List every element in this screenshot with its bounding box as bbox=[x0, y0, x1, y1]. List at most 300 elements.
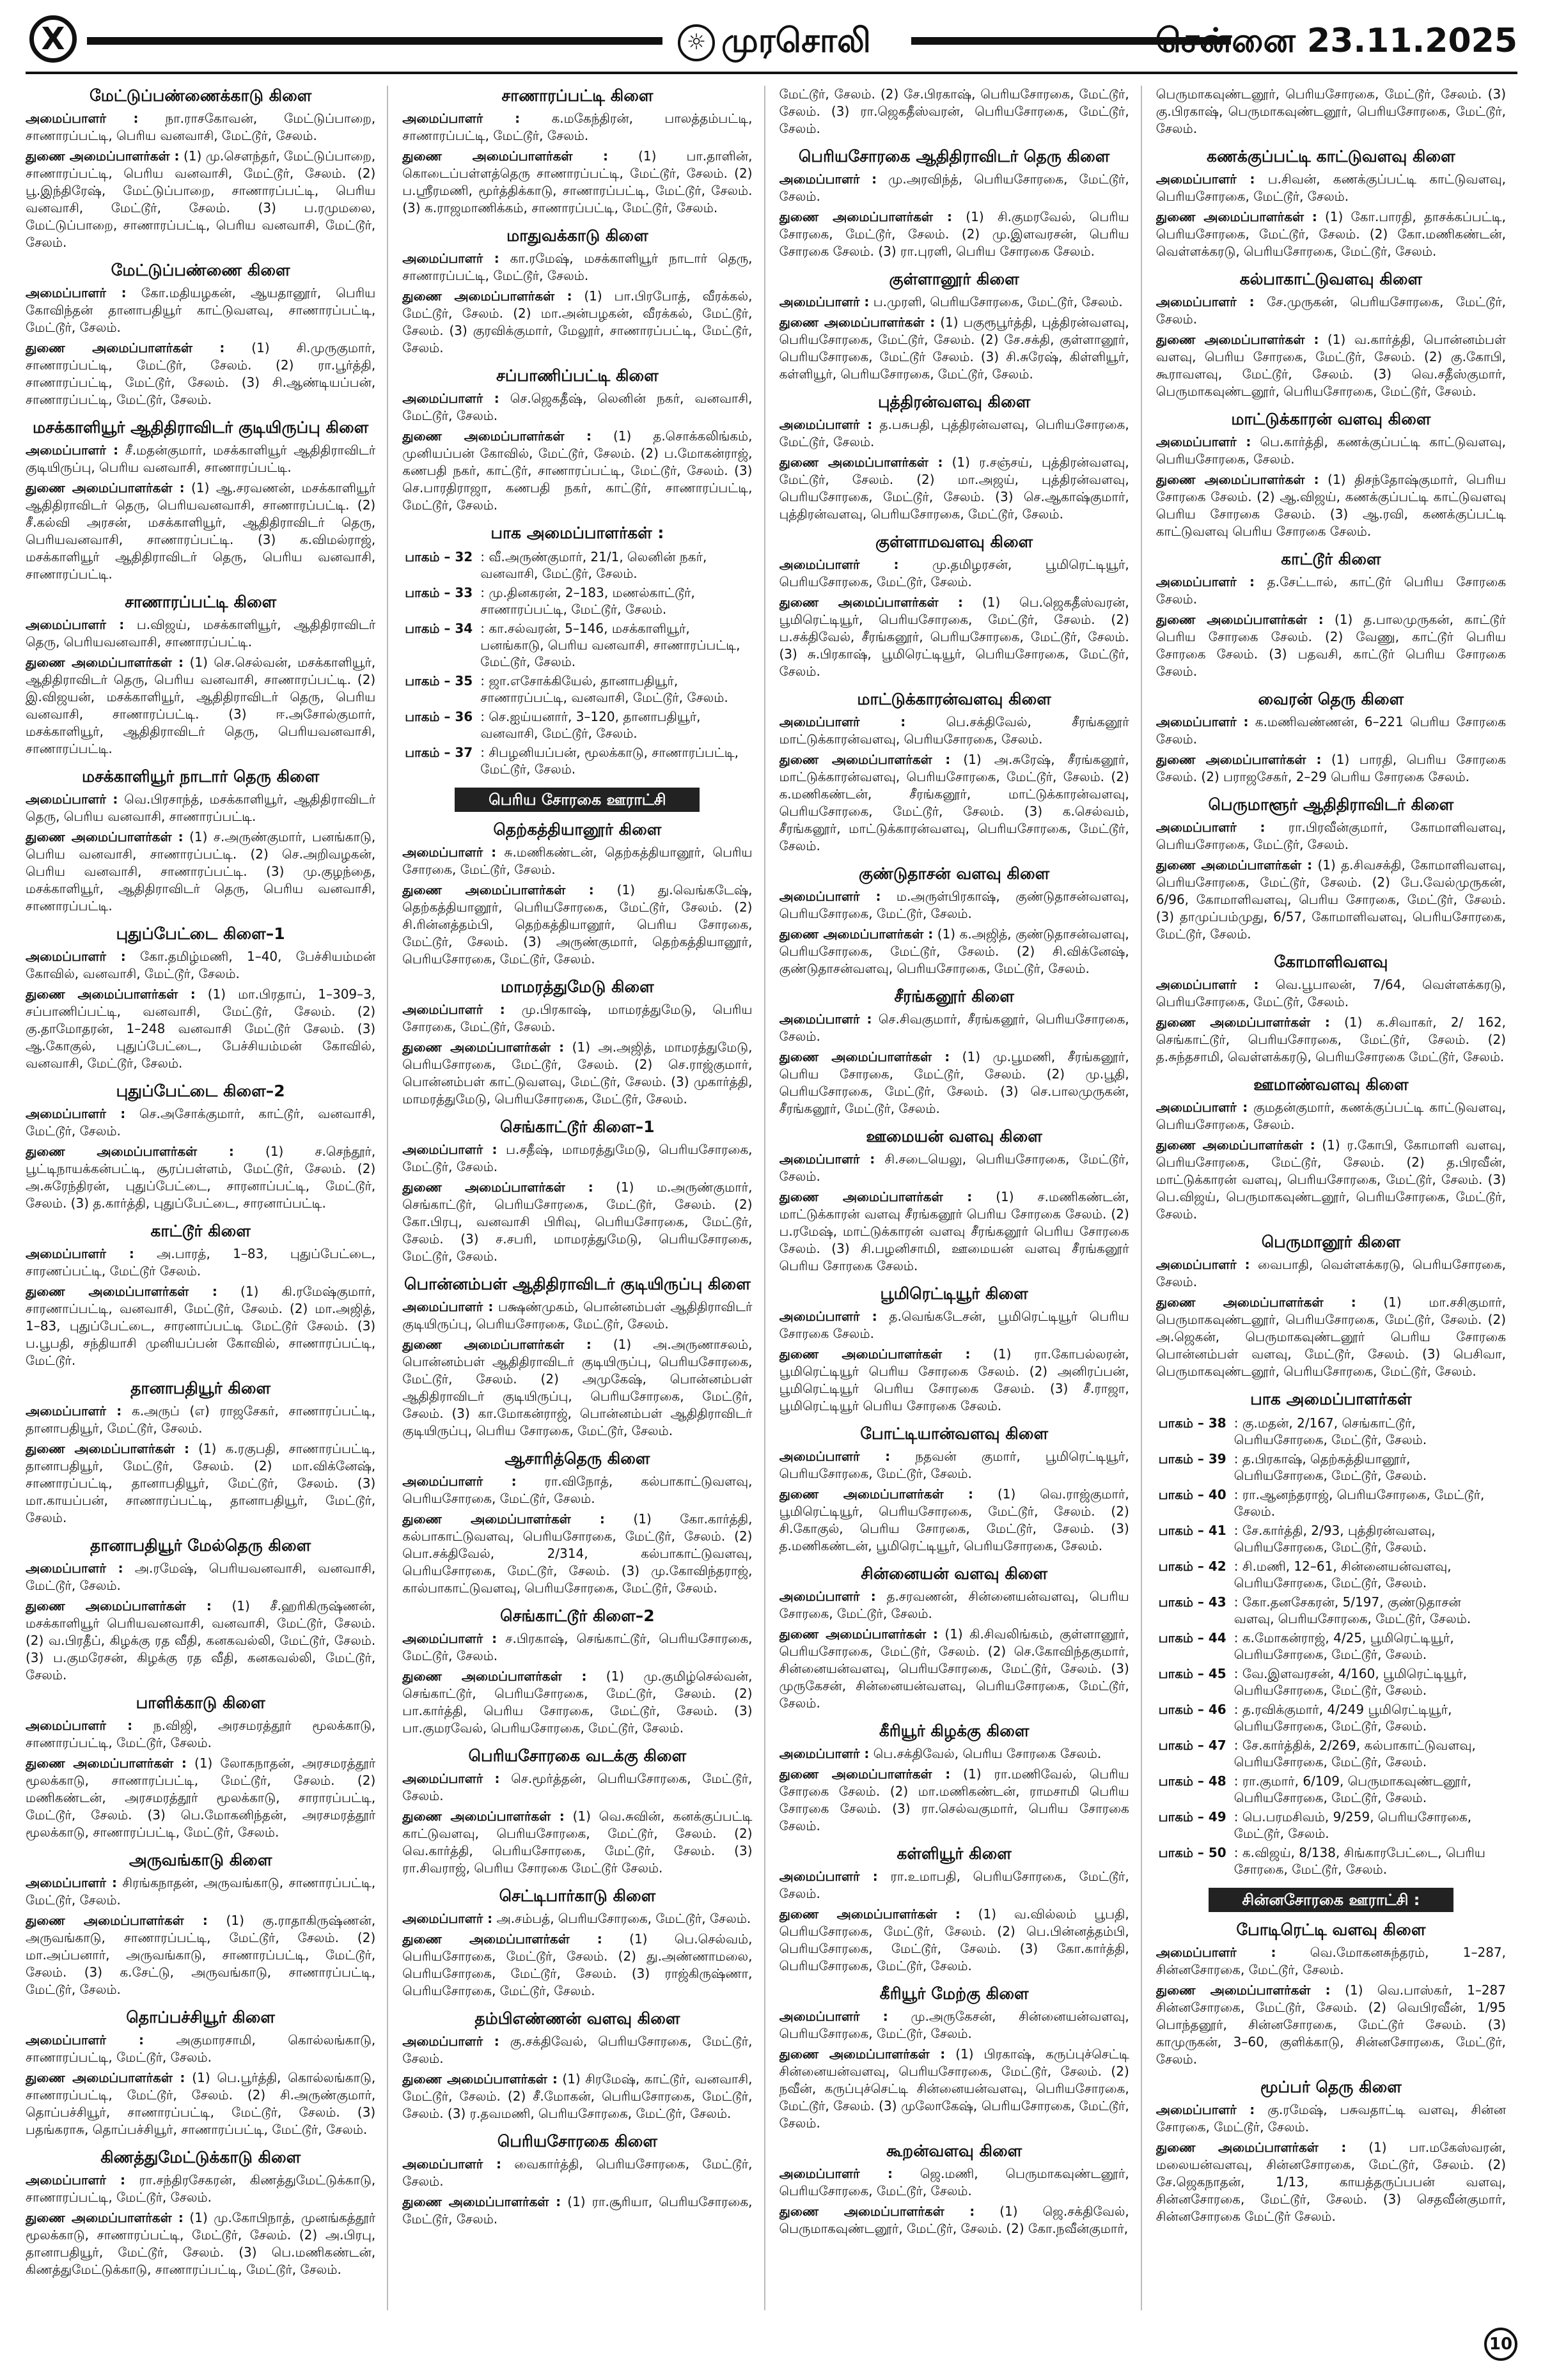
ward-organiser: : மு.தினகரன், 2–183, மணல்காட்டூர், சாணாரப்பட்டி, மேட்டூர், சேலம். bbox=[480, 585, 695, 617]
deputy-text: (1) ச.மணிகண்டன், மாட்டுக்காரன் வளவு சீரங்கனூர் பெரிய சோரகை சேலம். (2) ப.ரமேஷ், மாட்டுக்காரன் வளவு சீரங்கனூர் பெரிய சோரகை சேலம். (3) சி.பழனிசாமி, ஊமையன் வளவு சீரங்கனூர் பெரிய சோரகை சேலம். bbox=[779, 1189, 1129, 1273]
organiser-label: அமைப்பாளர் : bbox=[779, 1746, 870, 1761]
table-row bbox=[1156, 1664, 1506, 1700]
organiser-label: அமைப்பாளர் : bbox=[402, 1771, 500, 1786]
table-row bbox=[402, 619, 752, 671]
deputy-label: துணை அமைப்பாளர்கள் : bbox=[779, 1766, 951, 1782]
ward-number: பாகம் – 35 bbox=[405, 673, 473, 688]
branch-section bbox=[402, 820, 752, 968]
organiser-label: அமைப்பாளர் : bbox=[1155, 434, 1251, 449]
deputy-text: (1) ர.சஞ்சய், புத்திரன்வளவு, மேட்டூர், சேலம். (2) மா.அஜய், புத்திரன்வளவு, பெரியசோரகை, மேட்டூர், சேலம். (3) செ.ஆகாஷ்குமார், புத்திரன்வளவு, பெரியசோரகை, மேட்டூர், சேலம். bbox=[779, 455, 1129, 522]
deputy-organisers-entry bbox=[26, 2069, 375, 2138]
organiser-label: அமைப்பாளர் : bbox=[1155, 977, 1259, 992]
organiser-text: கு.சக்திவேல், பெரியசோரகை, மேட்டூர், சேலம். bbox=[402, 2034, 753, 2066]
deputy-organisers-entry bbox=[402, 288, 752, 357]
deputy-organisers-entry bbox=[26, 2209, 375, 2278]
organiser-text: வைகார்த்தி, பெரியசோரகை, மேட்டூர், சேலம். bbox=[402, 2156, 753, 2189]
table-row bbox=[1156, 1449, 1506, 1485]
organiser-entry bbox=[26, 1717, 375, 1752]
deputy-text: (1) ர.கோபி, கோமாளி வளவு, பெரியசோரகை, மேட்டூர், சேலம். (2) த.பிரவீன், மாட்டுக்காரன் வளவு, பெரியசோரகை, மேட்டூர், சேலம். (3) பெ.விஜய், பெருமாகவுண்டனூர், பெரியசோரகை, மேட்டூர், சேலம். bbox=[1155, 1137, 1506, 1222]
deputy-text: (1) பா.மகேஸ்வரன், மலையன்வளவு, சின்னசோரகை, மேட்டூர், சேலம். (2) சே.ஜெகநாதன், 1/13, காயத்தருப்பபன் வளவு, சின்னசோரகை, மேட்டூர், சேலம். (3) செதவீன்குமார், சின்னசோரகை மேட்டூர் சேலம். bbox=[1155, 2140, 1506, 2224]
branch-section bbox=[402, 86, 752, 217]
deputy-text: (1) த.சிவசக்தி, கோமாளிவளவு, பெரியசோரகை, மேட்டூர், சேலம். (2) பே.வேல்முருகன், 6/96, கோமாளிவளவு, பெரிய சோரகை, மேட்டூர், சேலம். (3) தாமுப்பம்முது, 6/57, கோமாளிவளவு, பெரியசோரகை, மேட்டூர், சேலம். bbox=[1155, 857, 1506, 942]
branch-section bbox=[26, 1536, 375, 1684]
organiser-text: மு.தமிழரசன், பூமிரெட்டியூர், பெரியசோரகை, மேட்டூர், சேலம். bbox=[779, 557, 1129, 589]
deputy-label: துணை அமைப்பாளர்கள் : bbox=[26, 829, 184, 844]
ward-organiser: : கோ.தனசேகரன், 5/197, குண்டுதாசன் வளவு, பெரியசோரகை, மேட்டூர், சேலம். bbox=[1234, 1594, 1471, 1626]
organiser-text: வெ.மோகனசுந்தரம், 1–287, சின்னசோரகை, மேட்டூர், சேலம். bbox=[1155, 1945, 1506, 1977]
deputy-organisers-entry bbox=[1156, 471, 1506, 540]
ward-number: பாகம் – 42 bbox=[1158, 1559, 1226, 1574]
organiser-label: அமைப்பாளர் : bbox=[779, 1589, 876, 1604]
organiser-label: அமைப்பாளர் : bbox=[779, 1151, 875, 1167]
ward-organiser: : சிபழனியப்பன், மூலக்காடு, சாணாரப்பட்டி, மேட்டூர், சேலம். bbox=[480, 745, 739, 777]
organiser-entry bbox=[779, 1588, 1129, 1622]
deputy-text: (1) அ.அருணாசலம், பொன்னம்பள் ஆதிதிராவிடர் குடியிருப்பு, பெரியசோரகை, மேட்டூர், சேலம். (2) அமுகேஷ், பொன்னம்பள் ஆதிதிராவிடர் குடியிருப்பு, பெரியசோரகை, மேட்டூர், சேலம். (3) கா.மோகன்ராஜ், பொன்னம்பள் ஆதிதிராவிடர் குடியிருப்பு, பெரிய சோரகை, மேட்டூர், சேலம். bbox=[402, 1337, 753, 1438]
organiser-entry bbox=[26, 948, 375, 983]
branch-title: ஆசாரித்தெரு கிளை bbox=[505, 1449, 650, 1468]
organiser-label: அமைப்பாளர் : bbox=[402, 1631, 497, 1646]
organiser-label: அமைப்பாளர் : bbox=[402, 1142, 497, 1157]
branch-title: புதுப்பேட்டை கிளை–2 bbox=[116, 1082, 285, 1100]
branch-section bbox=[1156, 269, 1506, 400]
deputy-text: (1) வ.கார்த்தி, பொன்னம்பள் வளவு, பெரிய சோரகை, மேட்டூர், சேலம். (2) கு.கோபி, கூராவளவு, மேட்டூர், சேலம். (3) வெ.சதீஸ்குமார், பெருமாகவுண்டனூர், பெரியசோரகை, மேட்டூர், சேலம். bbox=[1155, 332, 1506, 399]
organiser-entry bbox=[402, 844, 752, 878]
organiser-entry bbox=[779, 1011, 1129, 1045]
table-row bbox=[1156, 1807, 1506, 1843]
masthead bbox=[26, 12, 1517, 70]
branch-title: குண்டுதாசன் வளவு கிளை bbox=[859, 864, 1050, 883]
organiser-entry bbox=[1156, 433, 1506, 468]
deputy-text: (1) மா.சசிகுமார், பெருமாகவுண்டனூர், பெரியசோரகை, மேட்டூர், சேலம். (2) அ.ஜெகன், பெருமாகவுண்டனூர் பெரிய சோரகை பொன்னம்பள் வளவு, மேட்டூர், சேலம். (3) பெசிவா, பெருமாகவுண்டனூர், பெரியசோரகை, மேட்டூர், சேலம். bbox=[1155, 1295, 1506, 1379]
branch-title: காட்டூர் கிளை bbox=[150, 1222, 251, 1240]
branch-title: மசக்காளியூர் நாடார் தெரு கிளை bbox=[81, 767, 320, 786]
organiser-label: அமைப்பாளர் : bbox=[402, 844, 497, 860]
organiser-label: அமைப்பாளர் : bbox=[779, 889, 881, 904]
organiser-entry bbox=[779, 416, 1129, 451]
ward-number: பாகம் – 44 bbox=[1158, 1630, 1226, 1645]
deputy-text: (1) சிரமேஷ், காட்டூர், வனவாசி, மேட்டூர், சேலம். (2) சீ.மோகன், பெரியசோரகை, மேட்டூர், சேலம். (3) ர.தவமணி, பெரியசோரகை, மேட்டூர், சேலம். bbox=[402, 2071, 753, 2121]
organiser-label: அமைப்பாளர் : bbox=[779, 417, 873, 432]
branch-section bbox=[1156, 1389, 1506, 1879]
ward-number: பாகம் – 37 bbox=[405, 745, 473, 760]
branch-section bbox=[1156, 689, 1506, 786]
branch-title: மாதுவக்காடு கிளை bbox=[506, 226, 648, 245]
organiser-entry bbox=[1156, 976, 1506, 1011]
branch-section bbox=[26, 86, 375, 251]
x-mark-icon: X bbox=[29, 15, 77, 63]
branch-title: கள்ளியூர் கிளை bbox=[897, 1844, 1012, 1863]
organiser-text: ஜெ.மணி, பெருமாகவுண்டனூர், பெரியசோரகை, மேட்டூர், சேலம். bbox=[779, 2166, 1129, 2198]
table-row bbox=[1156, 1700, 1506, 1736]
organiser-entry bbox=[1156, 1099, 1506, 1133]
branch-section bbox=[402, 977, 752, 1108]
table-row bbox=[1156, 1736, 1506, 1771]
organiser-entry bbox=[26, 442, 375, 476]
deputy-label: துணை அமைப்பாளர்கள் : bbox=[402, 2071, 558, 2087]
column-2 bbox=[402, 86, 765, 2310]
branch-section bbox=[26, 1378, 375, 1527]
deputy-text: (1) பகுரூபூர்த்தி, புத்திரன்வளவு, பெரியசோரகை, மேட்டூர், சேலம். (2) சே.சக்தி, குள்ளானூர், பெரியசோரகை, மேட்டூர் சேலம். (3) சி.சுரேஷ், கிள்ளியூர், கள்ளியூர், பெரியசோரகை, மேட்டூர், சேலம். bbox=[779, 315, 1129, 382]
deputy-text: (1) ச.அருண்குமார், பனங்காடு, பெரிய வனவாசி, சாணாரப்பட்டி. (2) செ.அறிவழகன், பெரிய வனவாசி, சாணாரப்பட்டி. (3) மு.குழந்தை, மசக்காளியூர், ஆதிதிராவிடர் தெரு, பெரிய வனவாசி, சாணாரப்பட்டி. bbox=[26, 829, 376, 914]
organiser-entry bbox=[26, 1874, 375, 1909]
organiser-label: அமைப்பாளர் : bbox=[402, 1002, 505, 1017]
deputy-organisers-entry bbox=[779, 1048, 1129, 1117]
deputy-label: துணை அமைப்பாளர்கள் : bbox=[402, 1931, 602, 1947]
organiser-text: பெ.கார்த்தி, கணக்குப்பட்டி காட்டுவளவு, பெரியசோரகை, சேலம். bbox=[1155, 434, 1506, 467]
deputy-label: துணை அமைப்பாளர்கள் : bbox=[1155, 1015, 1330, 1030]
branch-section bbox=[779, 1126, 1129, 1275]
organiser-entry bbox=[1156, 1256, 1506, 1291]
deputy-label: துணை அமைப்பாளர்கள் : bbox=[1155, 209, 1317, 224]
page-number: 10 bbox=[1484, 2328, 1517, 2361]
deputy-label: துணை அமைப்பாளர்கள் : bbox=[779, 2204, 975, 2219]
organiser-label: அமைப்பாளர் : bbox=[1155, 294, 1255, 309]
organiser-text: க.மணிவண்ணன், 6–221 பெரிய சோரகை சேலம். bbox=[1155, 714, 1506, 747]
branch-title: பாக அமைப்பாளர்கள் : bbox=[490, 524, 664, 542]
deputy-organisers-entry bbox=[26, 1598, 375, 1684]
deputy-label: துணை அமைப்பாளர்கள் : bbox=[779, 1626, 938, 1642]
deputy-organisers-entry bbox=[26, 1143, 375, 1212]
organiser-text: கா.ரமேஷ், மசக்காளியூர் நாடார் தெரு, சாணாரப்பட்டி, மேட்டூர், சேலம். bbox=[402, 251, 753, 283]
organiser-label: அமைப்பாளர் : bbox=[26, 1718, 133, 1733]
deputy-text: (1) அ.சுரேஷ், சீரங்கனூர், மாட்டுக்காரன்வளவு, பெரியசோரகை, மேட்டூர், சேலம். (2) க.மணிகண்டன், சீரங்கனூர், மாட்டுக்காரன்வளவு, பெரியசோரகை, மேட்டூர், சேலம். (3) க.செல்வம், சீரங்கனூர், மாட்டுக்காரன்வளவு, பெரியசோரகை, மேட்டூர், சேலம். bbox=[779, 752, 1129, 853]
branch-title: தானாபதியூர் கிளை bbox=[130, 1379, 271, 1397]
deputy-organisers-entry bbox=[779, 2203, 1129, 2237]
organiser-text: க.அருப் (எ) ராஜசேகர், சாணாரப்பட்டி, தானாபதியூர், மேட்டூர், சேலம். bbox=[26, 1403, 376, 1436]
branch-section bbox=[1156, 795, 1506, 943]
branch-section bbox=[1156, 409, 1506, 540]
organiser-entry bbox=[1156, 819, 1506, 853]
organiser-entry bbox=[779, 2165, 1129, 2200]
organiser-text: கோ.மதியழகன், ஆயதானூர், பெரிய கோவிந்தன் தானாபதியூர் காட்டுவளவு, சாணாரப்பட்டி, மேட்டூர், சேலம். bbox=[26, 285, 376, 335]
organiser-label: அமைப்பாளர் : bbox=[779, 2009, 888, 2024]
deputy-label: துணை அமைப்பாளர்கள் : bbox=[1155, 332, 1319, 347]
branch-section bbox=[26, 592, 375, 758]
branch-section bbox=[402, 1449, 752, 1597]
deputy-label: துணை அமைப்பாளர்கள் : bbox=[26, 2210, 184, 2225]
organiser-text: ரா.சந்திரசேகரன், கிணத்துமேட்டுக்காடு, சாணாரப்பட்டி, மேட்டூர், சேலம். bbox=[26, 2172, 376, 2205]
branch-section bbox=[779, 86, 1129, 137]
deputy-organisers-entry bbox=[26, 654, 375, 758]
deputy-organisers-entry bbox=[402, 1336, 752, 1440]
ward-organiser: : ரா.ஆனந்தராஜ், பெரியசோரகை, மேட்டூர், சேலம். bbox=[1234, 1487, 1485, 1519]
ward-number: பாகம் – 47 bbox=[1158, 1738, 1226, 1753]
branch-section bbox=[26, 924, 375, 1072]
organiser-text: பெ.சக்திவேல், சீரங்கனூர் மாட்டுக்காரன்வளவு, பெரியசோரகை, சேலம். bbox=[779, 714, 1129, 747]
table-row bbox=[402, 743, 752, 779]
branch-title: கீரியூர் கிழக்கு கிளை bbox=[879, 1722, 1030, 1740]
deputy-label: துணை அமைப்பாளர்கள் : bbox=[779, 209, 952, 224]
deputy-label: துணை அமைப்பாளர்கள் : bbox=[779, 1906, 960, 1922]
organiser-text: ப.சதீஷ், மாமரத்துமேடு, பெரியசோரகை, மேட்டூர், சேலம். bbox=[402, 1142, 753, 1174]
deputy-organisers-entry bbox=[26, 1755, 375, 1841]
deputy-label: துணை அமைப்பாளர்கள் : bbox=[402, 148, 609, 164]
deputy-label: துணை அமைப்பாளர்கள் : bbox=[402, 1179, 593, 1195]
deputy-organisers-entry bbox=[1156, 1137, 1506, 1223]
organiser-text: ப.முரளி, பெரியசோரகை, மேட்டூர், சேலம். bbox=[869, 294, 1123, 309]
organiser-entry bbox=[402, 1770, 752, 1805]
organiser-entry bbox=[26, 110, 375, 144]
organiser-label: அமைப்பாளர் : bbox=[26, 791, 118, 807]
branch-title: பொன்னம்பள் ஆதிதிராவிடர் குடியிருப்பு கிளை bbox=[404, 1275, 751, 1293]
organiser-label: அமைப்பாளர் : bbox=[402, 1299, 494, 1314]
organiser-label: அமைப்பாளர் : bbox=[1155, 1100, 1248, 1115]
organiser-label: அமைப்பாளர் : bbox=[26, 1106, 126, 1121]
deputy-text: (1) பாரதி, பெரிய சோரகை சேலம். (2) பராஜசேகர், 2–29 பெரிய சோரகை சேலம். bbox=[1155, 752, 1506, 784]
branch-title: வைரன் தெரு கிளை bbox=[1258, 690, 1404, 708]
deputy-organisers-entry bbox=[1156, 1294, 1506, 1380]
deputy-organisers-entry bbox=[26, 1283, 375, 1369]
deputy-organisers-entry bbox=[779, 1188, 1129, 1275]
organiser-text: சிரங்கநாதன், அருவங்காடு, சாணாரப்பட்டி, மேட்டூர், சேலம். bbox=[26, 1875, 376, 1908]
organiser-entry bbox=[1156, 86, 1506, 137]
deputy-label: துணை அமைப்பாளர்கள் : bbox=[26, 1913, 208, 1928]
deputy-label: துணை அமைப்பாளர்கள் : bbox=[1155, 2140, 1347, 2155]
deputy-organisers-entry bbox=[779, 314, 1129, 383]
ward-organiser: : த.ரவிக்குமார், 4/249 பூமிரெட்டியூர், பெரியசோரகை, மேட்டூர், சேலம். bbox=[1234, 1702, 1452, 1734]
deputy-label: துணை அமைப்பாளர்கள் : bbox=[779, 1346, 971, 1362]
branch-section bbox=[779, 2141, 1129, 2237]
ward-number: பாகம் – 34 bbox=[405, 621, 473, 636]
branch-section bbox=[26, 1081, 375, 1212]
organiser-label: அமைப்பாளர் : bbox=[402, 251, 499, 266]
deputy-organisers-entry bbox=[402, 1511, 752, 1597]
branch-title: மாட்டுக்காரன் வளவு கிளை bbox=[1231, 410, 1431, 428]
ward-organiser: : வே.இளவரசன், 4/160, பூமிரெட்டியூர், பெரியசோரகை, மேட்டூர், சேலம். bbox=[1234, 1666, 1468, 1698]
organiser-entry bbox=[402, 2156, 752, 2190]
organiser-entry bbox=[779, 1308, 1129, 1342]
table-row bbox=[1156, 1521, 1506, 1557]
deputy-label: துணை அமைப்பாளர்கள் : bbox=[26, 1598, 212, 1614]
ward-organiser: : செ.ஐய்யனார், 3–120, தானாபதியூர், வனவாசி, மேட்டூர், சேலம். bbox=[480, 709, 701, 741]
deputy-organisers-entry bbox=[402, 1808, 752, 1877]
newspaper-name: முரசொலி bbox=[721, 22, 871, 60]
branch-section bbox=[779, 1984, 1129, 2132]
deputy-text: (1) மா.பிரதாப், 1–309–3, சப்பாணிப்பட்டி, வனவாசி, மேட்டூர், சேலம். (2) கு.தாமோதரன், 1–248 வனவாசி மேட்டூர் சேலம். (3) ஆ.கோகுல், புதுப்பேட்டை, பேச்சியம்மன் கோவில், வனவாசி, மேட்டூர், சேலம். bbox=[26, 986, 376, 1071]
edition-date: சென்னை 23.11.2025 bbox=[1155, 22, 1517, 60]
deputy-text: (1) பெ.பூர்த்தி, கொல்லங்காடு, சாணாரப்பட்டி, மேட்டூர், சேலம். (2) சி.அருண்குமார், தொப்பச்சியூர், சாணாரப்பட்டி, மேட்டூர், சேலம். (3) பதங்கராசு, தொப்பச்சியூர், சாணாரப்பட்டி, மேட்டூர், சேலம். bbox=[26, 2070, 376, 2137]
table-row bbox=[402, 707, 752, 743]
newspaper-logo bbox=[678, 15, 871, 66]
deputy-text: (1) க.சிவாகர், 2/ 162, செங்காட்டூர், பெரியசோரகை, மேட்டூர், சேலம். (2) த.சுந்தசாமி, வெள்ளக்கரடு, பெரியசோரகை மேட்டூர், சேலம். bbox=[1155, 1015, 1506, 1064]
organiser-text: அ.ரமேஷ், பெரியவனவாசி, வனவாசி, மேட்டூர், சேலம். bbox=[26, 1560, 376, 1593]
deputy-label: துணை அமைப்பாளர்கள் : bbox=[402, 1337, 591, 1352]
organiser-entry bbox=[779, 171, 1129, 205]
branch-title: ஊமையன் வளவு கிளை bbox=[866, 1127, 1042, 1146]
organiser-text: அ.பாரத், 1–83, புதுப்பேட்டை, சாரணப்பட்டி, மேட்டூர் சேலம். bbox=[26, 1246, 376, 1279]
branch-title: பூமிரெட்டியூர் கிளை bbox=[880, 1284, 1028, 1303]
branch-title: பெரியசோரகை ஆதிதிராவிடர் தெரு கிளை bbox=[798, 147, 1110, 166]
ward-number: பாகம் – 33 bbox=[405, 585, 473, 600]
ward-organisers-table bbox=[402, 547, 752, 779]
branch-section bbox=[779, 269, 1129, 383]
deputy-text: (1) மு.செளந்தர், மேட்டுப்பாறை, சாணாரப்பட்டி, பெரிய வனவாசி, மேட்டூர், சேலம். (2) பூ.இந்திரேஷ், மேட்டுப்பாறை, சாணாரப்பட்டி, பெரிய வனவாசி, மேட்டூர், சேலம். (3) ப.ரமுமலை, மேட்டுப்பாறை, சாணாரப்பட்டி, பெரிய வனவாசி, மேட்டூர், சேலம். bbox=[26, 148, 376, 250]
ward-number: பாகம் – 39 bbox=[1158, 1451, 1226, 1466]
deputy-text: (1) வெ.சுவின், கனக்குப்பட்டி காட்டுவளவு, பெரியசோரகை, மேட்டூர், சேலம். (2) வெ.கார்த்தி, பெரியசோரகை, மேட்டூர், சேலம். (3) ரா.சிவராஜ், பெரிய சோரகை மேட்டூர் சேலம். bbox=[402, 1808, 753, 1876]
branch-section bbox=[402, 226, 752, 357]
deputy-text: (1) லோகநாதன், அரசமரத்தூர் மூலக்காடு, சாணாரப்பட்டி, மேட்டூர், சேலம். (2) மணிகண்டன், அரசமரத்தூர் மூலக்காடு, சாராரப்பட்டி, மேட்டூர், சேலம். (3) பெ.மோகனிந்தன், அரசமரத்தூர் மூலக்காடு, சாணாரப்பட்டி, மேட்டூர், சேலம். bbox=[26, 1755, 376, 1840]
deputy-organisers-entry bbox=[402, 1931, 752, 2000]
ward-number: பாகம் – 40 bbox=[1158, 1487, 1226, 1502]
branch-title: தெற்கத்தியானூர் கிளை bbox=[493, 820, 662, 839]
deputy-label: துணை அமைப்பாளர்கள் : bbox=[779, 1486, 974, 1502]
branch-title: சப்பாணிப்பட்டி கிளை bbox=[496, 366, 659, 385]
organiser-label: அமைப்பாளர் : bbox=[402, 2156, 502, 2172]
deputy-label: துணை அமைப்பாளர்கள் : bbox=[26, 1144, 234, 1159]
organiser-text: சீ.மதன்குமார், மசக்காளியூர் ஆதிதிராவிடர் குடியிருப்பு, பெரிய வனவாசி, சாணாரப்பட்டி. bbox=[26, 442, 376, 475]
deputy-label: துணை அமைப்பாளர்கள் : bbox=[1155, 1295, 1356, 1310]
deputy-organisers-entry bbox=[26, 479, 375, 583]
deputy-label: துணை அமைப்பாளர்கள் : bbox=[402, 2194, 561, 2209]
deputy-label: துணை அமைப்பாளர்கள் : bbox=[26, 2070, 185, 2085]
table-row bbox=[1156, 1843, 1506, 1879]
organiser-entry bbox=[26, 1403, 375, 1437]
table-row bbox=[402, 583, 752, 619]
deputy-text: (1) மு.குமிழ்செல்வன், செங்காட்டூர், பெரியசோரகை, மேட்டூர், சேலம். (2) பா.கார்த்தி, பெரிய சோரகை, மேட்டூர், சேலம். (3) பா.குமரவேல், பெரியசோரகை, மேட்டூர், சேலம். bbox=[402, 1668, 753, 1736]
deputy-text: (1) சி.முருகுமார், சாணாரப்பட்டி, மேட்டூர், சேலம். (2) ரா.பூர்த்தி, சாணாரப்பட்டி, மேட்டூர், சேலம். (3) சி.ஆண்டியப்பன், சாணாரப்பட்டி, மேட்டூர், சேலம். bbox=[26, 340, 376, 407]
organiser-text: வைபாதி, வெள்ளக்கரடு, பெரியசோரகை, சேலம். bbox=[1155, 1257, 1506, 1289]
branch-section bbox=[402, 2009, 752, 2122]
deputy-text: (1) மு.கோபிநாத், முனங்கத்தூர் மூலக்காடு, சாணாரப்பட்டி, மேட்டூர், சேலம். (2) அ.பிரபு, தானாபதியூர், மேட்டூர், சேலம். (3) பெ.மணிகண்டன், கிணத்துமேட்டுக்காடு, சாணாரப்பட்டி, மேட்டூர், சேலம். bbox=[26, 2210, 376, 2277]
organiser-label: அமைப்பாளர் : bbox=[779, 557, 899, 572]
branch-section bbox=[779, 689, 1129, 855]
branch-title: கோமாளிவளவு bbox=[1274, 953, 1388, 971]
ward-organiser: : வீ.அருண்குமார், 21/1, லெனின் நகர், வனவாசி, மேட்டூர், சேலம். bbox=[480, 549, 707, 581]
deputy-label: துணை அமைப்பாளர்கள் : bbox=[402, 1511, 605, 1527]
organiser-label: அமைப்பாளர் : bbox=[779, 1869, 878, 1884]
organiser-text: கு.ரமேஷ், பசுவதாட்டி வளவு, சின்ன சோரகை, மேட்டூர், சேலம். bbox=[1155, 2102, 1506, 2135]
deputy-text: (1) வெ.ராஜ்குமார், பூமிரெட்டியூர், பெரியசோரகை, மேட்டூர், சேலம். (2) சி.கோகுல், பெரிய சோரகை, மேட்டூர், சேலம். (3) த.மணிகண்டன், பூமிரெட்டியூர், பெரியசோரகை, சேலம். bbox=[779, 1486, 1129, 1553]
deputy-text: (1) த.பாலமுருகன், காட்டூர் பெரிய சோரகை சேலம். (2) வேணு, காட்டூர் பெரிய சோரகை சேலம். (3) பதவசி, காட்டூர் பெரிய சோரகை சேலம். bbox=[1155, 612, 1506, 679]
deputy-organisers-entry bbox=[1156, 1982, 1506, 2068]
deputy-label: துணை அமைப்பாளர்கள் : bbox=[1155, 1982, 1331, 1998]
deputy-text: (1) ரா.கோபல்லரன், பூமிரெட்டியூர் பெரிய சோரகை சேலம். (2) அனிரப்பன், பூமிரெட்டியூர் பெரிய சோரகை சேலம். (3) சீ.ராஜா, பூமிரெட்டியூர் பெரிய சோரகை சேலம். bbox=[779, 1346, 1129, 1413]
organiser-text: செ.சிவகுமார், சீரங்கனூர், பெரியசோரகை, சேலம். bbox=[779, 1011, 1129, 1044]
organiser-text: செ.மூர்த்தன், பெரியசோரகை, மேட்டூர், சேலம். bbox=[402, 1771, 753, 1803]
branch-section bbox=[402, 1117, 752, 1265]
deputy-organisers-entry bbox=[779, 926, 1129, 977]
branch-title: கூறன்வளவு கிளை bbox=[886, 2142, 1022, 2160]
organiser-text: த.பசுபதி, புத்திரன்வளவு, பெரியசோரகை, மேட்டூர், சேலம். bbox=[779, 417, 1129, 449]
branch-section bbox=[26, 1693, 375, 1841]
branch-title: பெருமாளூர் ஆதிதிராவிடர் கிளை bbox=[1208, 795, 1454, 814]
branch-section bbox=[26, 417, 375, 583]
branch-title: சாணாரப்பட்டி கிளை bbox=[125, 593, 277, 611]
organiser-label: அமைப்பாளர் : bbox=[26, 1246, 134, 1261]
branch-section bbox=[779, 1284, 1129, 1415]
deputy-text: (1) அ.அஜித், மாமரத்துமேடு, பெரியசோரகை, மேட்டூர், சேலம். (2) செ.ராஜ்குமார், பொன்னம்பள் காட்டுவளவு, மேட்டூர், சேலம். (3) முகார்த்தி, மாமரத்துமேடு, பெரியசோரகை, மேட்டூர், சேலம். bbox=[402, 1039, 753, 1107]
organiser-label: அமைப்பாளர் : bbox=[26, 442, 119, 458]
branch-section bbox=[1156, 952, 1506, 1066]
deputy-text: (1) பெ.ஜெகதீஸ்வரன், பூமிரெட்டியூர், பெரியசோரகை, மேட்டூர், சேலம். (2) ப.சக்திவேல், சீரங்கனூர், பெரியசோரகை, மேட்டூர், சேலம். (3) சு.பிரகாஷ், பூமிரெட்டியூர், பெரியசோரகை, மேட்டூர், சேலம். bbox=[779, 595, 1129, 679]
deputy-label: துணை அமைப்பாளர்கள் : bbox=[402, 288, 572, 304]
ward-number: பாகம் – 38 bbox=[1158, 1415, 1226, 1431]
branch-section bbox=[26, 260, 375, 408]
organiser-entry bbox=[402, 390, 752, 424]
branch-title: கிணத்துமேட்டுக்காடு கிளை bbox=[100, 2148, 301, 2166]
branch-section bbox=[779, 986, 1129, 1117]
article-columns bbox=[26, 86, 1517, 2310]
organiser-label: அமைப்பாளர் : bbox=[1155, 574, 1255, 589]
organiser-text: செ.ஜெகதீஷ், லெனின் நகர், வனவாசி, மேட்டூர், சேலம். bbox=[402, 391, 753, 423]
branch-title: பாளிக்காடு கிளை bbox=[136, 1693, 265, 1712]
deputy-text: (1) பெ.செல்வம், பெரியசோரகை, மேட்டூர், சேலம். (2) து.அண்ணாமலை, பெரியசோரகை, மேட்டூர், சேலம். (3) ராஜ்கிருஷ்ணா, பெரியசோரகை, மேட்டூர், சேலம். bbox=[402, 1931, 753, 1998]
organiser-text: ரா.பிரவீன்குமார், கோமாளிவளவு, பெரியசோரகை, மேட்டூர், சேலம். bbox=[1155, 820, 1506, 852]
deputy-organisers-entry bbox=[779, 1486, 1129, 1555]
branch-section bbox=[1156, 1232, 1506, 1380]
deputy-label: துணை அமைப்பாளர்கள் : bbox=[779, 1189, 973, 1204]
ward-organiser: : கு.மதன், 2/167, செங்காட்டூர், பெரியசோரகை, மேட்டூர், சேலம். bbox=[1234, 1415, 1427, 1447]
organiser-label: அமைப்பாளர் : bbox=[26, 285, 127, 300]
deputy-organisers-entry bbox=[779, 1766, 1129, 1835]
organiser-entry bbox=[1156, 293, 1506, 328]
deputy-organisers-entry bbox=[1156, 331, 1506, 400]
deputy-text: (1) க.ரகுபதி, சாணாரப்பட்டி, தானாபதியூர், மேட்டூர், சேலம். (2) மா.விக்னேஷ், சாணாரப்பட்டி, தானாபதியூர், மேட்டூர், சேலம். (3) மா.காயப்பன், சாணாரப்பட்டி, தானாபதியூர், மேட்டூர், சேலம். bbox=[26, 1441, 376, 1525]
branch-section bbox=[402, 1274, 752, 1440]
deputy-text: (1) த.சொக்கலிங்கம், முனியப்பன் கோவில், மேட்டூர், சேலம். (2) ப.மோகன்ராஜ், கணபதி நகர், காட்டூர், சாணாரப்பட்டி, மேட்டூர், சேலம். (3) செ.பாரதிராஜா, கணபதி நகர், காட்டூர், சாணாரப்பட்டி, மேட்டூர், சேலம். bbox=[402, 428, 753, 513]
deputy-organisers-entry bbox=[402, 2071, 752, 2122]
deputy-text: (1) கி.ரமேஷ்குமார், சாரணாப்பட்டி, வனவாசி, மேட்டூர், சேலம். (2) மா.அஜித், 1–83, புதுப்பேட்டை, சாரனாப்பட்டி மேட்டூர் சேலம். (3) ப.பூபதி, சந்தியாசி முனியப்பன் கோவில், சாணாரப்பட்டி, மேட்டூர். bbox=[26, 1284, 376, 1368]
organiser-label: அமைப்பாளர் : bbox=[1155, 1945, 1276, 1960]
deputy-text: (1) ஜெ.சக்திவேல், பெருமாகவுண்டனூர், மேட்டூர், சேலம். (2) கோ.நவீன்குமார், bbox=[779, 2204, 1129, 2236]
organiser-label: அமைப்பாளர் : bbox=[402, 1474, 517, 1489]
organiser-entry bbox=[779, 1745, 1129, 1762]
deputy-label: துணை அமைப்பாளர்கள் : bbox=[26, 1284, 217, 1299]
deputy-text: (1) ம.அருண்குமார், செங்காட்டூர், பெரியசோரகை, மேட்டூர், சேலம். (2) கோ.பிரபு, வனவாசி பிரிவு, பெரியசோரகை, மேட்டூர், சேலம். (3) ச.சபரி, மாமரத்துமேடு, பெரியசோரகை, மேட்டூர், சேலம். bbox=[402, 1179, 753, 1264]
deputy-label: துணை அமைப்பாளர்கள் : bbox=[402, 1039, 565, 1055]
masthead-rule-left bbox=[87, 37, 662, 45]
deputy-organisers-entry bbox=[1156, 2139, 1506, 2225]
organiser-text: மு.அருகேசன், சின்னையன்வளவு, பெரியசோரகை, மேட்டூர், சேலம். bbox=[779, 2009, 1129, 2041]
organiser-text: சு.மணிகண்டன், தெற்கத்தியானூர், பெரிய சோரகை, மேட்டூர், சேலம். bbox=[402, 844, 753, 877]
ward-organiser: : கா.சல்வரன், 5–146, மசக்காளியூர், பனங்காடு, பெரிய வனவாசி, சாணாரப்பட்டி, மேட்டூர், சேலம். bbox=[480, 621, 740, 669]
deputy-text: (1) கோ.பாரதி, தாசக்கப்பட்டி, பெரியசோரகை, மேட்டூர், சேலம். (2) கோ.மணிகண்டன், வெள்ளக்கரடு, பெரியசோரகை, மேட்டூர், சேலம். bbox=[1155, 209, 1506, 259]
deputy-label: துணை அமைப்பாளர்கள் : bbox=[402, 428, 591, 444]
deputy-label: துணை அமைப்பாளர்கள் : bbox=[26, 480, 185, 495]
deputy-label: துணை அமைப்பாளர்கள் : bbox=[779, 1049, 950, 1064]
deputy-text: (1) திசந்தோஷ்குமார், பெரிய சோரகை சேலம். (2) ஆ.விஜய், கணக்குப்பட்டி காட்டுவளவு பெரிய சோரகை சேலம். (3) ஆ.ரவி, கணக்குப்பட்டி காட்டுவளவு பெரிய சோரகை சேலம். bbox=[1155, 472, 1506, 539]
deputy-label: துணை அமைப்பாளர்கள் : bbox=[26, 148, 180, 164]
deputy-text: (1) வெ.பாஸ்கர், 1–287 சின்னசோரகை, மேட்டூர், சேலம். (2) வெபிரவீன், 1/95 பொந்தனூர், சின்னசோரகை, மேட்டூர் சேலம். (3) காமுருகன், 3–60, குளிக்காடு, சின்னசோரகை, மேட்டூர், சேலம். bbox=[1155, 1982, 1506, 2067]
organiser-text: ப.சிவன், கணக்குப்பட்டி காட்டுவளவு, பெரியசோரகை, மேட்டூர், சேலம். bbox=[1155, 171, 1507, 204]
organiser-label: அமைப்பாளர் : bbox=[779, 714, 906, 729]
branch-section bbox=[779, 1424, 1129, 1555]
branch-title: தம்பிஎண்ணன் வளவு கிளை bbox=[474, 2009, 680, 2028]
deputy-label: துணை அமைப்பாளர்கள் : bbox=[1155, 472, 1319, 487]
organiser-text: பக்ஷண்முகம், பொன்னம்பள் ஆதிதிராவிடர் குடியிருப்பு, பெரியசோரகை, மேட்டூர், சேலம். bbox=[402, 1299, 753, 1332]
deputy-organisers-entry bbox=[26, 339, 375, 408]
branch-title: கணக்குப்பட்டி காட்டுவளவு கிளை bbox=[1207, 147, 1455, 166]
organiser-entry bbox=[779, 1868, 1129, 1902]
branch-title: மாமரத்துமேடு கிளை bbox=[500, 977, 654, 996]
ward-organiser: : க.விஜய், 8/138, சிங்காரபேட்டை, பெரிய சோரகை, மேட்டூர், சேலம். bbox=[1234, 1845, 1485, 1877]
deputy-label: துணை அமைப்பாளர்கள் : bbox=[1155, 612, 1324, 627]
organiser-text: ரா.உமாபதி, பெரியசோரகை, மேட்டூர், சேலம். bbox=[779, 1869, 1129, 1901]
deputy-text: (1) பா.பிரபோத், வீரக்கல், மேட்டூர், சேலம். (2) மா.அன்பழகன், வீரக்கல், மேட்டூர், சேலம். (3) குரவிக்குமார், மேலூர், சாணாரப்பட்டி, மேட்டூர், சேலம். bbox=[402, 288, 753, 355]
organiser-label: அமைப்பாளர் : bbox=[1155, 171, 1255, 187]
branch-title: தொப்பச்சியூர் கிளை bbox=[126, 2008, 275, 2026]
organiser-label: அமைப்பாளர் : bbox=[779, 294, 870, 309]
deputy-organisers-entry bbox=[1156, 611, 1506, 680]
deputy-organisers-entry bbox=[26, 1912, 375, 1998]
organiser-entry bbox=[1156, 573, 1506, 608]
branch-section bbox=[402, 1746, 752, 1877]
organiser-entry bbox=[779, 1151, 1129, 1185]
organiser-label: அமைப்பாளர் : bbox=[402, 111, 521, 126]
ward-organisers-table bbox=[1156, 1413, 1506, 1879]
ward-number: பாகம் – 32 bbox=[405, 549, 473, 564]
deputy-label: துணை அமைப்பாளர்கள் : bbox=[1155, 1137, 1315, 1153]
